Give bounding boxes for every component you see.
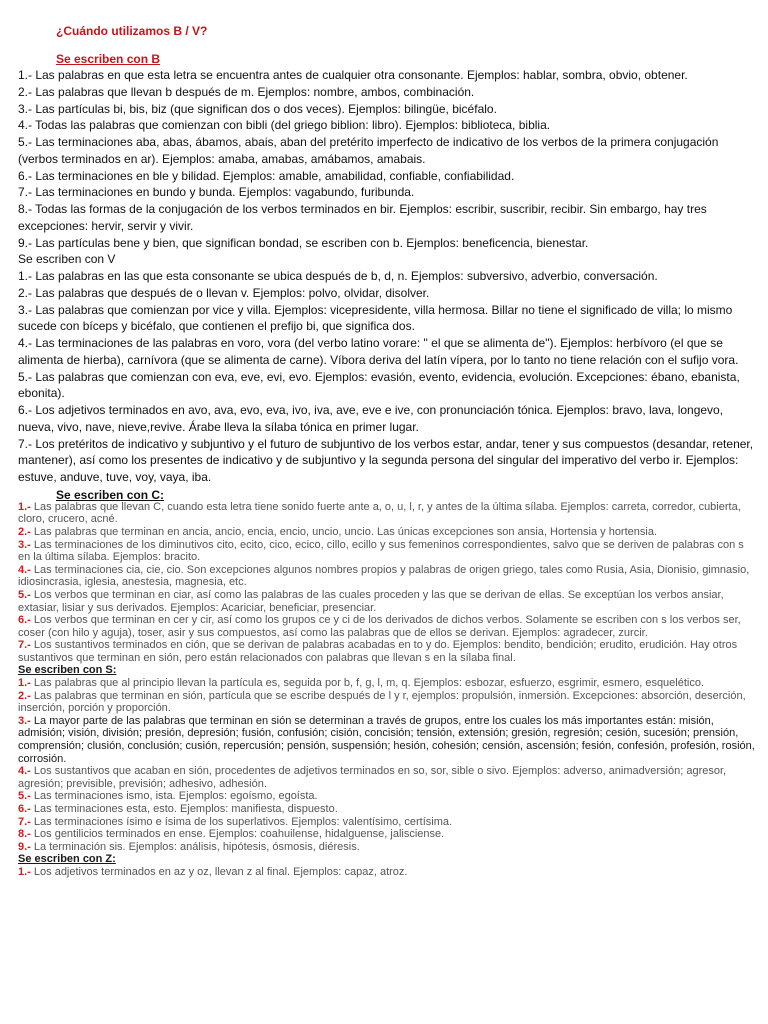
rule-s-4: 4.- Los sustantivos que acaban en sión, procedentes de adjetivos terminados en so, sor, sible o sivo. Ejemplos: adverso, animadversión; agresor, agresión; previsible, previsión; adhesivo, adhesión. — [18, 765, 727, 790]
rules-b — [18, 67, 758, 486]
section-heading-b: Se escriben con B — [56, 52, 161, 66]
rule-v-3: 3.- Las palabras que comienzan por vice y villa. Ejemplos: vicepresidente, villa hermosa. Billar no tiene el significado de villa; lo mismo sucede con bíceps y bicéfalo, que contienen el prefijo bi, que significa dos. — [18, 302, 733, 334]
rule-v-1: 1.- Las palabras en las que esta consonante se ubica después de b, d, n. Ejemplos: subversivo, adverbio, conversación. — [18, 269, 658, 283]
rule-b-1: 1.- Las palabras en que esta letra se encuentra antes de cualquier otra consonante. Ejemplos: hablar, sombra, obvio, obtener. — [18, 68, 688, 82]
rule-v-2: 2.- Las palabras que después de o llevan v. Ejemplos: polvo, olvidar, disolver. — [18, 285, 430, 300]
rule-v-7: 7.- Los pretéritos de indicativo y subjuntivo y el futuro de subjuntivo de los verbos estar, andar, tener y sus compuestos (desandar, retener, mantener), así como los presentes de indicativo y de subjuntivo y la segunda persona del singular del imperativo del verbo ir. Ejemplos: estuve, anduve, tuve, voy, vaya, iba. — [18, 436, 754, 484]
rule-z-1: 1.- Los adjetivos terminados en az y oz, llevan z al final. Ejemplos: capaz, atroz. — [18, 865, 408, 878]
rule-b-6: 6.- Las terminaciones en ble y bilidad. Ejemplos: amable, amabilidad, confiable, confiabilidad. — [18, 168, 515, 183]
rule-c-6: 6.- Los verbos que terminan en cer y cir, así como los grupos ce y ci de los derivados de dichos verbos. Solamente se escriben con s los verbos ser, coser (con hilo y aguja), toser, asir y sus compuestos, así como las palabras que de ellos se derivan. Ejemplos: agradecer, zurcir. — [18, 614, 741, 639]
rule-s-3: 3.- La mayor parte de las palabras que terminan en sión se determinan a través de grupos, entre los cuales los más importantes están: misión, admisión; visión, división; presión, depresión; fusión, confusión; cisión, concisión; tensión, extensión; gresión, regresión; cesión, sucesión; prensión, comprensión; clusión, conclusión; cusión, repercusión; pensión, suspensión; hesión, cohesión; censión, ascensión; fesión, confesión, profesión, rosión, corrosión. — [18, 714, 755, 765]
rule-s-7: 7.- Las terminaciones ísimo e ísima de los superlativos. Ejemplos: valentísimo, certísima. — [18, 815, 453, 828]
document-title: ¿Cuándo utilizamos B / V? — [56, 24, 208, 38]
rule-c-2: 2.- Las palabras que terminan en ancia, ancio, encia, encio, uncio, uncio. Las únicas excepciones son ansia, Hortensia y hortensia. — [18, 525, 658, 538]
rule-v-4: 4.- Las terminaciones de las palabras en voro, vora (del verbo latino vorare: " el que se alimenta de"). Ejemplos: herbívoro (el que se alimenta de hierba), carnívora (que se alimenta de carne). Víbora deriva del latín vípera, por lo tanto no tiene relación con el sufijo vora. — [18, 336, 739, 367]
section-heading-z: Se escriben con Z: — [18, 853, 116, 866]
rule-b-5: 5.- Las terminaciones aba, abas, ábamos, abais, aban del pretérito imperfecto de indicativo de los verbos de la primera conjugación (verbos terminados en ar). Ejemplos: amaba, amabas, amábamos, amabais. — [18, 135, 719, 166]
section-heading-c-colon: : — [160, 487, 165, 502]
rule-s-2: 2.- Las palabras que terminan en sión, partícula que se escribe después de l y r, ejemplos: propulsión, inmersión. Excepciones: absorción, deserción, inserción, porción y proporción. — [18, 689, 746, 715]
rules-c — [18, 501, 758, 879]
rule-c-3: 3.- Las terminaciones de los diminutivos cito, ecito, cico, ecico, cillo, ecillo y sus femeninos correspondientes, salvo que se deriven de palabras con s en la última sílaba. Ejemplos: bracito. — [18, 538, 744, 564]
document-page — [18, 24, 758, 879]
section-heading-c-text: Se escriben con C — [56, 487, 161, 502]
rule-s-5: 5.- Las terminaciones ismo, ista. Ejemplos: egoísmo, egoísta. — [18, 790, 318, 803]
rule-v-6: 6.- Los adjetivos terminados en avo, ava, evo, eva, ivo, iva, ave, eve e ive, con pronunciación tónica. Ejemplos: bravo, lava, longevo, nueva, vivo, nave, nieve,revive. Árabe lleva la sílaba tónica en primer lugar. — [18, 403, 724, 434]
rule-b-3: 3.- Las partículas bi, bis, biz (que significan dos o dos veces). Ejemplos: bilingüe, bicéfalo. — [18, 101, 497, 116]
rule-b-4: 4.- Todas las palabras que comienzan con bibli (del griego biblion: libro). Ejemplos: biblioteca, biblia. — [18, 118, 551, 133]
rule-b-9: 9.- Las partículas bene y bien, que significan bondad, se escriben con b. Ejemplos: beneficencia, bienestar. — [18, 235, 589, 250]
rule-b-2: 2.- Las palabras que llevan b después de m. Ejemplos: nombre, ambos, combinación. — [18, 84, 475, 99]
section-heading-v: Se escriben con V — [18, 252, 116, 267]
rule-s-6: 6.- Las terminaciones esta, esto. Ejemplos: manifiesta, dispuesto. — [18, 803, 338, 815]
rule-s-9: 9.- La terminación sis. Ejemplos: análisis, hipótesis, ósmosis, diéresis. — [18, 840, 360, 853]
rule-c-4: 4.- Las terminaciones cia, cie, cio. Son excepciones algunos nombres propios y palabras de origen griego, tales como Rusia, Asia, Dionisio, gimnasio, idiosincrasia, iglesia, anestesia, magnesia, etc. — [18, 563, 750, 589]
section-heading-s: Se escriben con S: — [18, 664, 117, 677]
rule-c-1: 1.- Las palabras que llevan C, cuando esta letra tiene sonido fuerte ante a, o, u, l, r, y antes de la última sílaba. Ejemplos: carreta, corredor, cubierta, cloro, crucero, acné. — [18, 500, 741, 526]
section-heading-c — [56, 488, 758, 501]
rule-s-1: 1.- Las palabras que al principio llevan la partícula es, seguida por b, f, g, l, m, q. Ejemplos: esbozar, esfuerzo, esgrimir, esmero, esquelético. — [18, 677, 705, 690]
rule-c-7: 7.- Los sustantivos terminados en ción, que se derivan de palabras acabadas en to y do. Ejemplos: bendito, bendición; erudito, erudición. Hay otros sustantivos que terminan en sión, pero están relacionados con palabras que llevan s en la sílaba final. — [18, 639, 738, 664]
rule-b-8: 8.- Todas las formas de la conjugación de los verbos terminados en bir. Ejemplos: escribir, suscribir, recibir. Sin embargo, hay tres excepciones: hervir, servir y vivir. — [18, 202, 707, 233]
rule-b-7: 7.- Las terminaciones en bundo y bunda. Ejemplos: vagabundo, furibunda. — [18, 185, 415, 200]
rule-v-5: 5.- Las palabras que comienzan con eva, eve, evi, evo. Ejemplos: evasión, evento, evidencia, evolución. Excepciones: ébano, ebanista, ebonita). — [18, 369, 740, 401]
rule-s-8: 8.- Los gentilicios terminados en ense. Ejemplos: coahuilense, hidalguense, jalisciense. — [18, 828, 445, 841]
rule-c-5: 5.- Los verbos que terminan en ciar, así como las palabras de las cuales proceden y las que se derivan de ellas. Se exceptúan los verbos ansiar, extasiar, lisiar y sus derivados. Ejemplos: Acariciar, beneficiar, presenciar. — [18, 588, 724, 614]
